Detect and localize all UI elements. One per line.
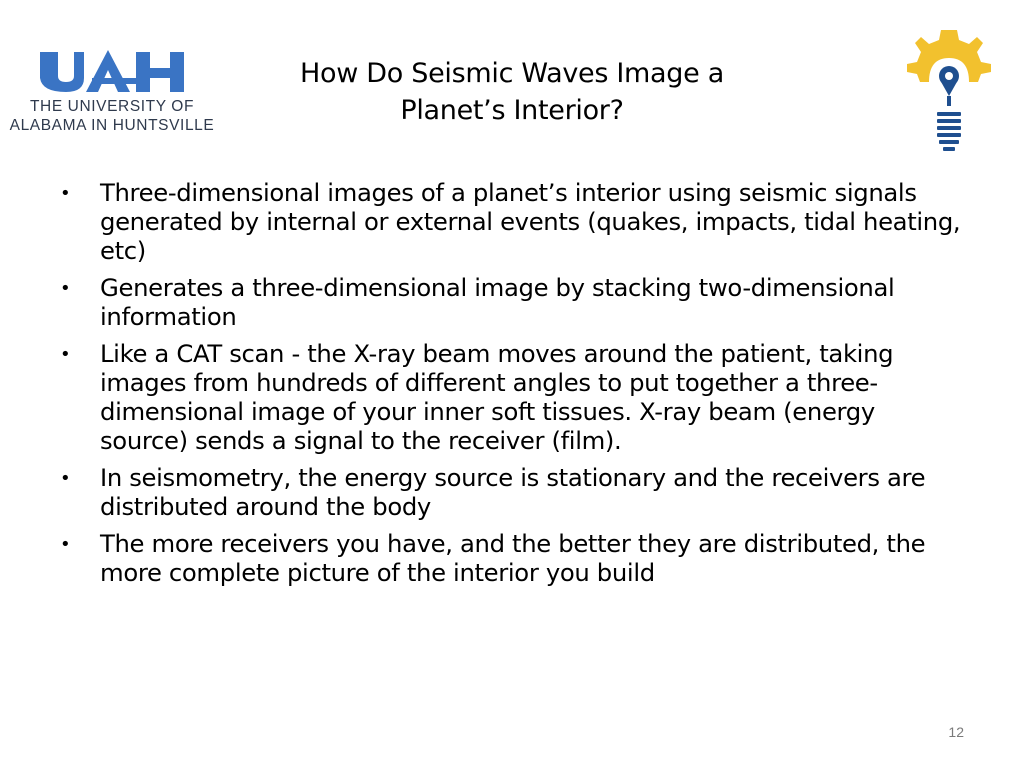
- bullet-item: [60, 178, 965, 265]
- bullet-text: Like a CAT scan - the X-ray beam moves around the patient, taking images from hundreds of different angles to put together a three-dimensional image of your inner soft tissues. X-ray beam (energy source) sends a signal to the receiver (film).: [100, 339, 894, 455]
- bullet-list: [60, 178, 965, 595]
- bullet-dot: •: [60, 468, 71, 489]
- bullet-text: Generates a three-dimensional image by stacking two-dimensional information: [100, 273, 895, 331]
- bullet-item: [60, 339, 965, 455]
- bullet-dot: •: [60, 534, 71, 555]
- page-number: 12: [948, 724, 964, 740]
- logo-text-line1: THE UNIVERSITY OF: [29, 98, 195, 115]
- bullet-text: In seismometry, the energy source is stationary and the receivers are distributed around the body: [100, 463, 926, 521]
- bullet-item: [60, 463, 965, 521]
- gear-lightbulb-icon: [893, 24, 1005, 160]
- slide-title-line2: Planet’s Interior?: [400, 95, 624, 126]
- uah-logo-mark: [36, 48, 188, 94]
- slide-title-line1: How Do Seismic Waves Image a: [300, 58, 724, 89]
- logo-text-line2: ALABAMA IN HUNTSVILLE: [9, 117, 215, 134]
- bullet-text: Three-dimensional images of a planet’s interior using seismic signals generated by internal or external events (quakes, impacts, tidal heating, etc): [100, 178, 961, 265]
- bullet-item: [60, 529, 965, 587]
- slide-title: [230, 55, 794, 129]
- uah-logo: [6, 48, 218, 138]
- bullet-item: [60, 273, 965, 331]
- bullet-text: The more receivers you have, and the better they are distributed, the more complete picture of the interior you build: [100, 529, 926, 587]
- bullet-dot: •: [60, 278, 71, 299]
- bullet-dot: •: [60, 344, 71, 365]
- bullet-dot: •: [60, 183, 71, 204]
